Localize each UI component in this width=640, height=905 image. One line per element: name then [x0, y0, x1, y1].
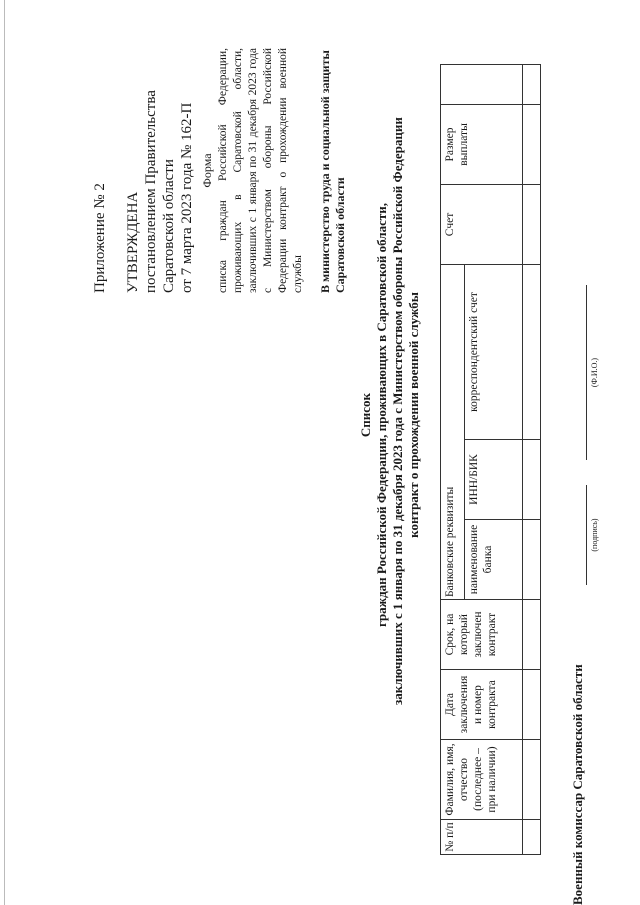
header-inn-bik: ИНН/БИК	[465, 440, 523, 520]
header-num: № п/п	[441, 820, 523, 855]
recipients-table	[440, 64, 541, 855]
name-line	[586, 285, 587, 460]
list-title-line: заключивших с 1 января по 31 декабря 2023 года с Министерством обороны Российской Федерации	[390, 117, 405, 705]
list-title-line: контракт о прохождении военной службы	[406, 292, 421, 538]
approval-line: постановлением Правительства	[143, 90, 159, 293]
header-corr-account: корреспондентский счет	[465, 264, 523, 439]
name-caption: (Ф.И.О.)	[590, 357, 599, 388]
table-row	[523, 64, 541, 854]
approval-title: УТВЕРЖДЕНА	[125, 191, 141, 293]
approval-block	[124, 90, 196, 293]
list-heading	[358, 117, 422, 705]
header-contract-term: Срок, на который заключен контракт	[441, 600, 523, 670]
signature-caption: (подпись)	[590, 518, 599, 552]
approval-line: от 7 марта 2023 года № 162-П	[179, 102, 195, 293]
signatory-role: Военный комиссар Саратовской области	[570, 664, 585, 905]
header-blank	[441, 64, 523, 104]
header-account: Счет	[441, 184, 523, 264]
header-contract-date: Дата заключения и номер контракта	[441, 670, 523, 740]
header-bank-name: наименование банка	[465, 520, 523, 600]
signature-line	[586, 485, 587, 585]
header-full-name: Фамилия, имя, отчество (последнее – при наличии)	[441, 740, 523, 820]
list-title: Список	[358, 392, 373, 438]
form-description: списка граждан Российской Федерации, проживающих в Саратовской области, заключивших с 1 января по 31 декабря 2023 года с Министерством обороны Российской Федерации контракт о прохождении военной службы	[217, 48, 304, 293]
form-title: Форма	[200, 153, 214, 188]
header-payment-amount: Размер выплаты	[441, 104, 523, 184]
approval-line: Саратовской области	[161, 159, 177, 293]
header-bank-details: Банковские реквизиты	[441, 264, 465, 599]
scan-edge-line	[4, 0, 5, 905]
appendix-number: Приложение № 2	[92, 183, 108, 293]
recipient-ministry: В министерство труда и социальной защиты Саратовской области	[318, 50, 347, 293]
list-title-line: граждан Российской Федерации, проживающих в Саратовской области,	[374, 203, 389, 627]
